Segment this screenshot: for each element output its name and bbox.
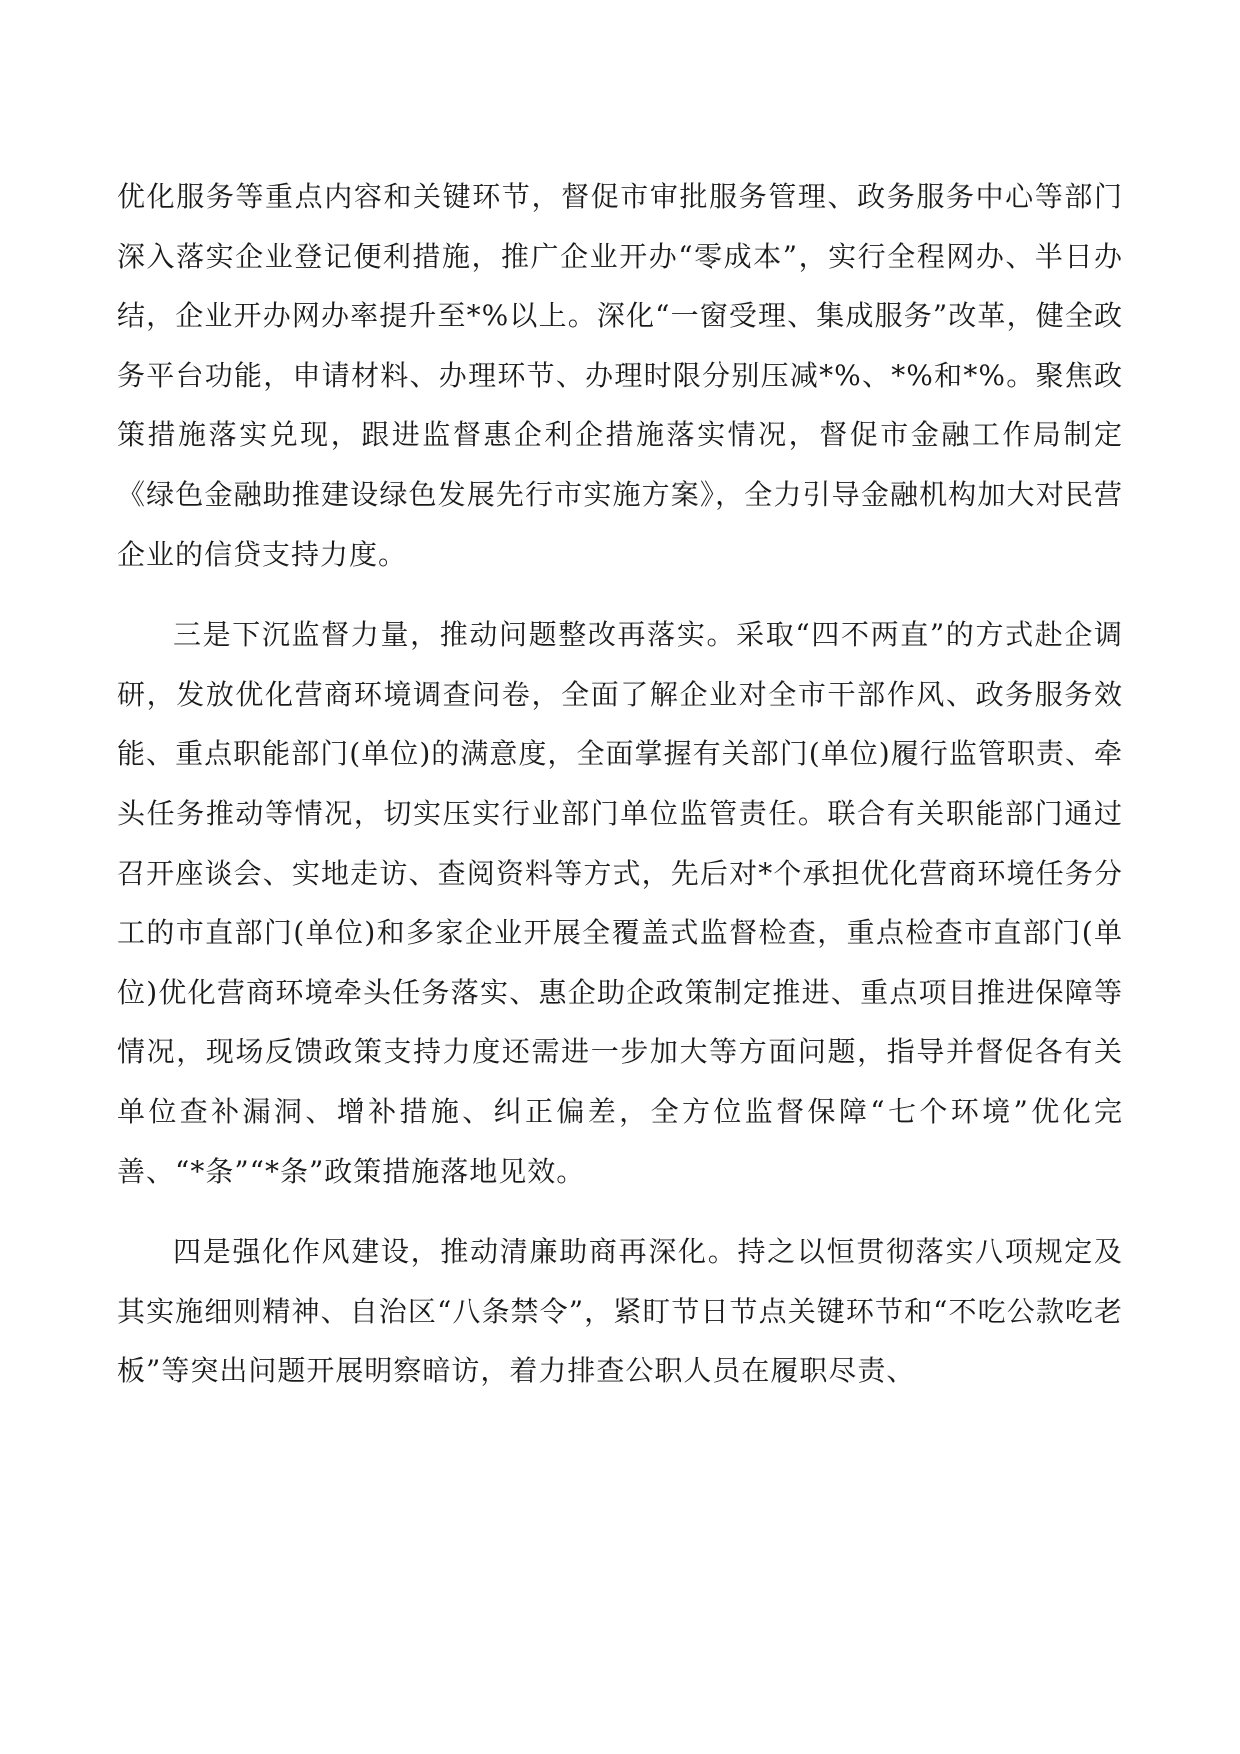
document-body bbox=[117, 167, 1123, 1422]
paragraph-continuation: 优化服务等重点内容和关键环节，督促市审批服务管理、政务服务中心等部门深入落实企业登记便利措施，推广企业开办“零成本”，实行全程网办、半日办结，企业开办网办率提升至*%以上。深化“一窗受理、集成服务”改革，健全政务平台功能，申请材料、办理环节、办理时限分别压减*%、*%和*%。聚焦政策措施落实兑现，跟进监督惠企利企措施落实情况，督促市金融工作局制定《绿色金融助推建设绿色发展先行市实施方案》，全力引导金融机构加大对民营企业的信贷支持力度。 bbox=[117, 180, 1123, 571]
paragraph-item-three: 三是下沉监督力量，推动问题整改再落实。采取“四不两直”的方式赴企调研，发放优化营商环境调查问卷，全面了解企业对全市干部作风、政务服务效能、重点职能部门(单位)的满意度，全面掌握有关部门(单位)履行监管职责、牵头任务推动等情况，切实压实行业部门单位监管责任。联合有关职能部门通过召开座谈会、实地走访、查阅资料等方式，先后对*个承担优化营商环境任务分工的市直部门(单位)和多家企业开展全覆盖式监督检查，重点检查市直部门(单位)优化营商环境牵头任务落实、惠企助企政策制定推进、重点项目推进保障等情况，现场反馈政策支持力度还需进一步加大等方面问题，指导并督促各有关单位查补漏洞、增补措施、纠正偏差，全方位监督保障“七个环境”优化完善、“*条”“*条”政策措施落地见效。 bbox=[117, 618, 1123, 1188]
paragraph-item-four: 四是强化作风建设，推动清廉助商再深化。持之以恒贯彻落实八项规定及其实施细则精神、自治区“八条禁令”，紧盯节日节点关键环节和“不吃公款吃老板”等突出问题开展明察暗访，着力排查公职人员在履职尽责、 bbox=[117, 1235, 1123, 1388]
